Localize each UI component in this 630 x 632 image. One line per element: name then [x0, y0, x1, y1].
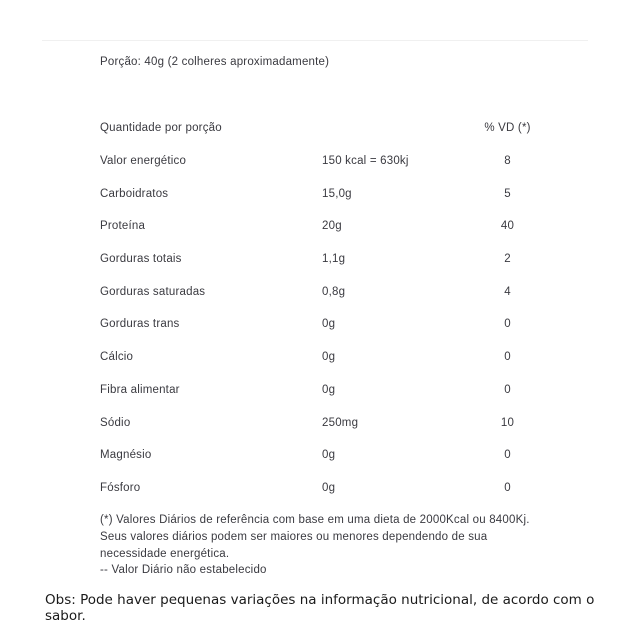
nutrient-label: Magnésio — [100, 449, 152, 462]
nutrient-daily-value: 10 — [500, 416, 515, 429]
nutrient-row — [100, 243, 540, 276]
header-daily-value-percent: % VD (*) — [484, 122, 531, 135]
nutrient-quantity: 0,8g — [322, 285, 346, 298]
nutrient-quantity: 0g — [322, 318, 336, 331]
nutrient-daily-value: 0 — [504, 481, 511, 494]
nutrient-row — [100, 406, 540, 439]
nutrient-daily-value: 0 — [504, 383, 511, 396]
nutrient-daily-value: 5 — [504, 187, 511, 200]
nutrient-row — [100, 308, 540, 341]
nutrient-label: Cálcio — [100, 351, 134, 364]
nutrient-quantity: 0g — [322, 449, 336, 462]
nutrient-daily-value: 40 — [500, 220, 515, 233]
nutrient-daily-value: 0 — [504, 351, 511, 364]
nutrient-row — [100, 177, 540, 210]
daily-values-footnote: (*) Valores Diários de referência com base em uma dieta de 2000Kcal ou 8400Kj. Seus valores diários podem ser maiores ou menores dependendo de sua necessidade energética. — [100, 514, 530, 560]
nutrition-table-body — [100, 145, 540, 505]
nutrient-label: Gorduras trans — [100, 318, 180, 331]
nutrient-quantity: 0g — [322, 383, 336, 396]
nutrient-daily-value: 4 — [504, 285, 511, 298]
nutrition-table-header — [100, 112, 540, 145]
nutrient-quantity: 15,0g — [322, 187, 352, 200]
nutrient-row — [100, 341, 540, 374]
nutrient-label: Gorduras saturadas — [100, 285, 206, 298]
nutrient-row — [100, 472, 540, 505]
nutrient-daily-value: 2 — [504, 253, 511, 266]
nutrient-daily-value: 8 — [504, 155, 511, 168]
nutrient-quantity: 0g — [322, 351, 336, 364]
nutrient-quantity: 20g — [322, 220, 342, 233]
nutrient-label: Fósforo — [100, 481, 141, 494]
daily-value-not-established-note: -- Valor Diário não estabelecido — [100, 564, 267, 576]
nutrient-label: Valor energético — [100, 155, 187, 168]
nutrient-label: Sódio — [100, 416, 131, 429]
flavor-variation-observation: Obs: Pode haver pequenas variações na informação nutricional, de acordo com o sabor. — [45, 592, 595, 624]
nutrient-label: Fibra alimentar — [100, 383, 180, 396]
header-quantity-per-serving: Quantidade por porção — [100, 122, 222, 135]
nutrient-row — [100, 275, 540, 308]
nutrient-row — [100, 374, 540, 407]
nutrient-quantity: 0g — [322, 481, 336, 494]
nutrient-row — [100, 145, 540, 178]
top-divider — [42, 40, 588, 41]
serving-size-text: Porção: 40g (2 colheres aproximadamente) — [100, 56, 330, 68]
nutrient-row — [100, 210, 540, 243]
nutrient-quantity: 150 kcal = 630kj — [322, 155, 409, 168]
nutrient-label: Carboidratos — [100, 187, 169, 200]
nutrient-quantity: 250mg — [322, 416, 359, 429]
nutrient-label: Proteína — [100, 220, 146, 233]
nutrient-label: Gorduras totais — [100, 253, 182, 266]
nutrition-table — [100, 112, 540, 504]
nutrient-quantity: 1,1g — [322, 253, 346, 266]
nutrient-row — [100, 439, 540, 472]
nutrient-daily-value: 0 — [504, 449, 511, 462]
nutrient-daily-value: 0 — [504, 318, 511, 331]
